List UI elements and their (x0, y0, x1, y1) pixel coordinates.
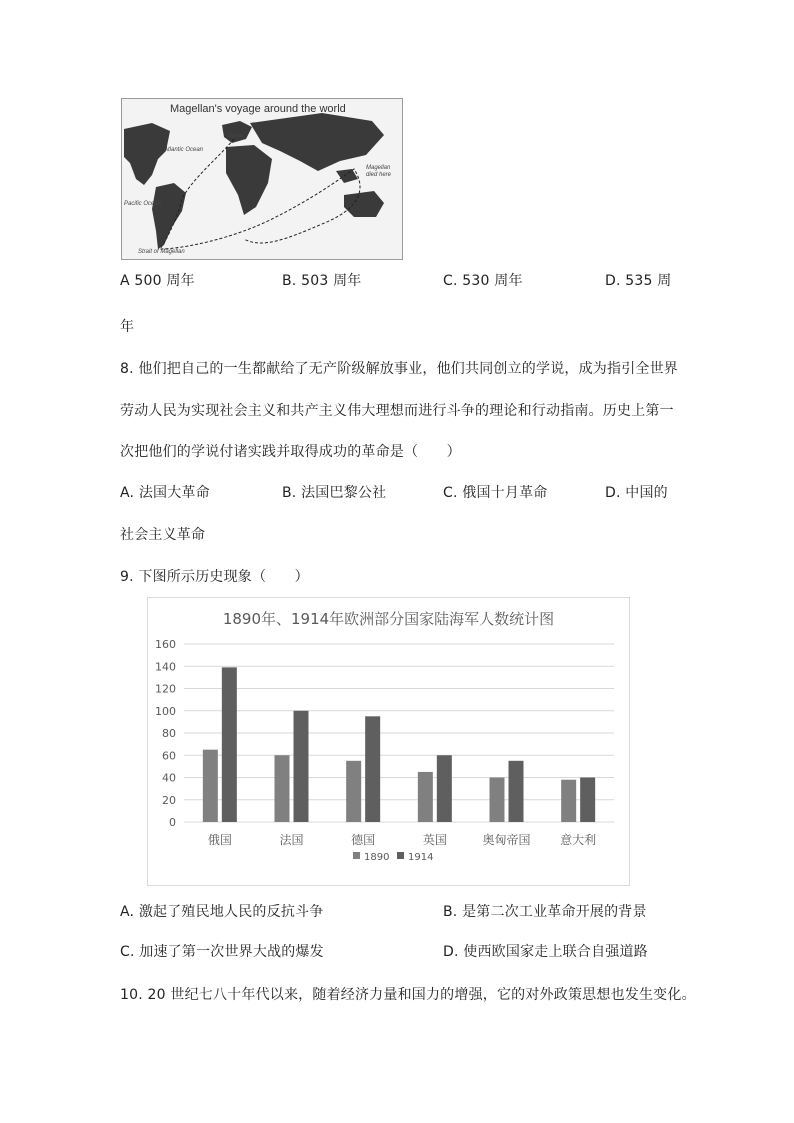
bar-1914-3 (437, 755, 452, 822)
chart-plot-area (148, 598, 629, 885)
map-label-magellan-died: Magellan died here (366, 165, 392, 178)
legend-label-1914: 1914 (408, 852, 434, 863)
y-tick-label: 140 (155, 660, 176, 674)
y-tick-label: 40 (162, 771, 176, 785)
x-tick-label: 英国 (422, 833, 447, 847)
map-label-atlantic: Atlantic Ocean (164, 147, 204, 153)
q7-option-a[interactable]: A 500 周年 (120, 273, 195, 289)
q8-option-c[interactable]: C. 俄国十月革命 (443, 485, 548, 501)
legend-label-1890: 1890 (364, 852, 390, 863)
x-tick-label: 德国 (351, 833, 376, 847)
bar-1914-2 (365, 716, 380, 822)
map-title: Magellan's voyage around the world (170, 103, 346, 115)
q7-option-d-continued: 年 (120, 319, 135, 335)
q8-option-a[interactable]: A. 法国大革命 (120, 485, 210, 501)
y-tick-label: 60 (162, 749, 176, 763)
y-tick-label: 100 (155, 704, 176, 718)
bar-1890-3 (418, 772, 433, 822)
bar-1914-0 (222, 667, 237, 822)
bar-1914-4 (509, 761, 524, 822)
q8-stem-line-1: 8. 他们把自己的一生都献给了无产阶级解放事业，他们共同创立的学说，成为指引全世界 (120, 361, 679, 377)
q9-option-c[interactable]: C. 加速了第一次世界大战的爆发 (120, 944, 324, 960)
bar-1914-5 (580, 778, 595, 823)
x-tick-label: 法国 (279, 833, 304, 847)
chart-title: 1890年、1914年欧洲部分国家陆海军人数统计图 (222, 610, 555, 628)
bar-1890-5 (561, 780, 576, 822)
q9-option-d[interactable]: D. 使西欧国家走上联合自强道路 (443, 944, 648, 960)
legend-swatch-1890 (353, 852, 360, 859)
x-tick-label: 奥匈帝国 (482, 833, 531, 847)
q9-option-a[interactable]: A. 激起了殖民地人民的反抗斗争 (120, 904, 324, 920)
y-tick-label: 160 (155, 638, 176, 651)
q7-option-c[interactable]: C. 530 周年 (443, 273, 523, 289)
bar-1914-1 (294, 711, 309, 822)
q7-option-b[interactable]: B. 503 周年 (282, 273, 362, 289)
map-label-pacific: Pacific Ocean (124, 201, 162, 207)
bar-1890-1 (275, 755, 290, 822)
y-tick-label: 120 (155, 682, 176, 696)
q9-stem: 9. 下图所示历史现象（ ） (120, 569, 309, 585)
q7-option-d[interactable]: D. 535 周 (605, 273, 672, 289)
y-tick-label: 0 (169, 816, 176, 829)
x-tick-label: 意大利 (560, 833, 597, 847)
army-navy-bar-chart (147, 597, 630, 886)
q8-option-d[interactable]: D. 中国的 (605, 485, 668, 501)
bar-1890-4 (490, 778, 505, 823)
magellan-voyage-map (121, 98, 403, 260)
legend-swatch-1914 (397, 852, 404, 859)
q9-option-b[interactable]: B. 是第二次工业革命开展的背景 (443, 904, 647, 920)
q8-stem-line-2: 劳动人民为实现社会主义和共产主义伟大理想而进行斗争的理论和行动指南。历史上第一 (120, 403, 674, 419)
x-tick-label: 俄国 (207, 833, 232, 847)
map-label-spain: Spain (228, 133, 244, 139)
q8-option-b[interactable]: B. 法国巴黎公社 (282, 485, 387, 501)
bar-1890-0 (203, 750, 218, 822)
q10-stem: 10. 20 世纪七八十年代以来，随着经济力量和国力的增强，它的对外政策思想也发生变化。 (120, 987, 696, 1003)
world-map-drawing (122, 99, 402, 259)
map-label-strait: Strait of Magellan (138, 249, 185, 255)
y-tick-label: 80 (162, 727, 176, 740)
q8-stem-line-3: 次把他们的学说付诸实践并取得成功的革命是（ ） (120, 444, 461, 460)
bar-1890-2 (346, 761, 361, 822)
y-tick-label: 20 (162, 793, 176, 807)
q8-option-d-continued: 社会主义革命 (120, 527, 206, 543)
